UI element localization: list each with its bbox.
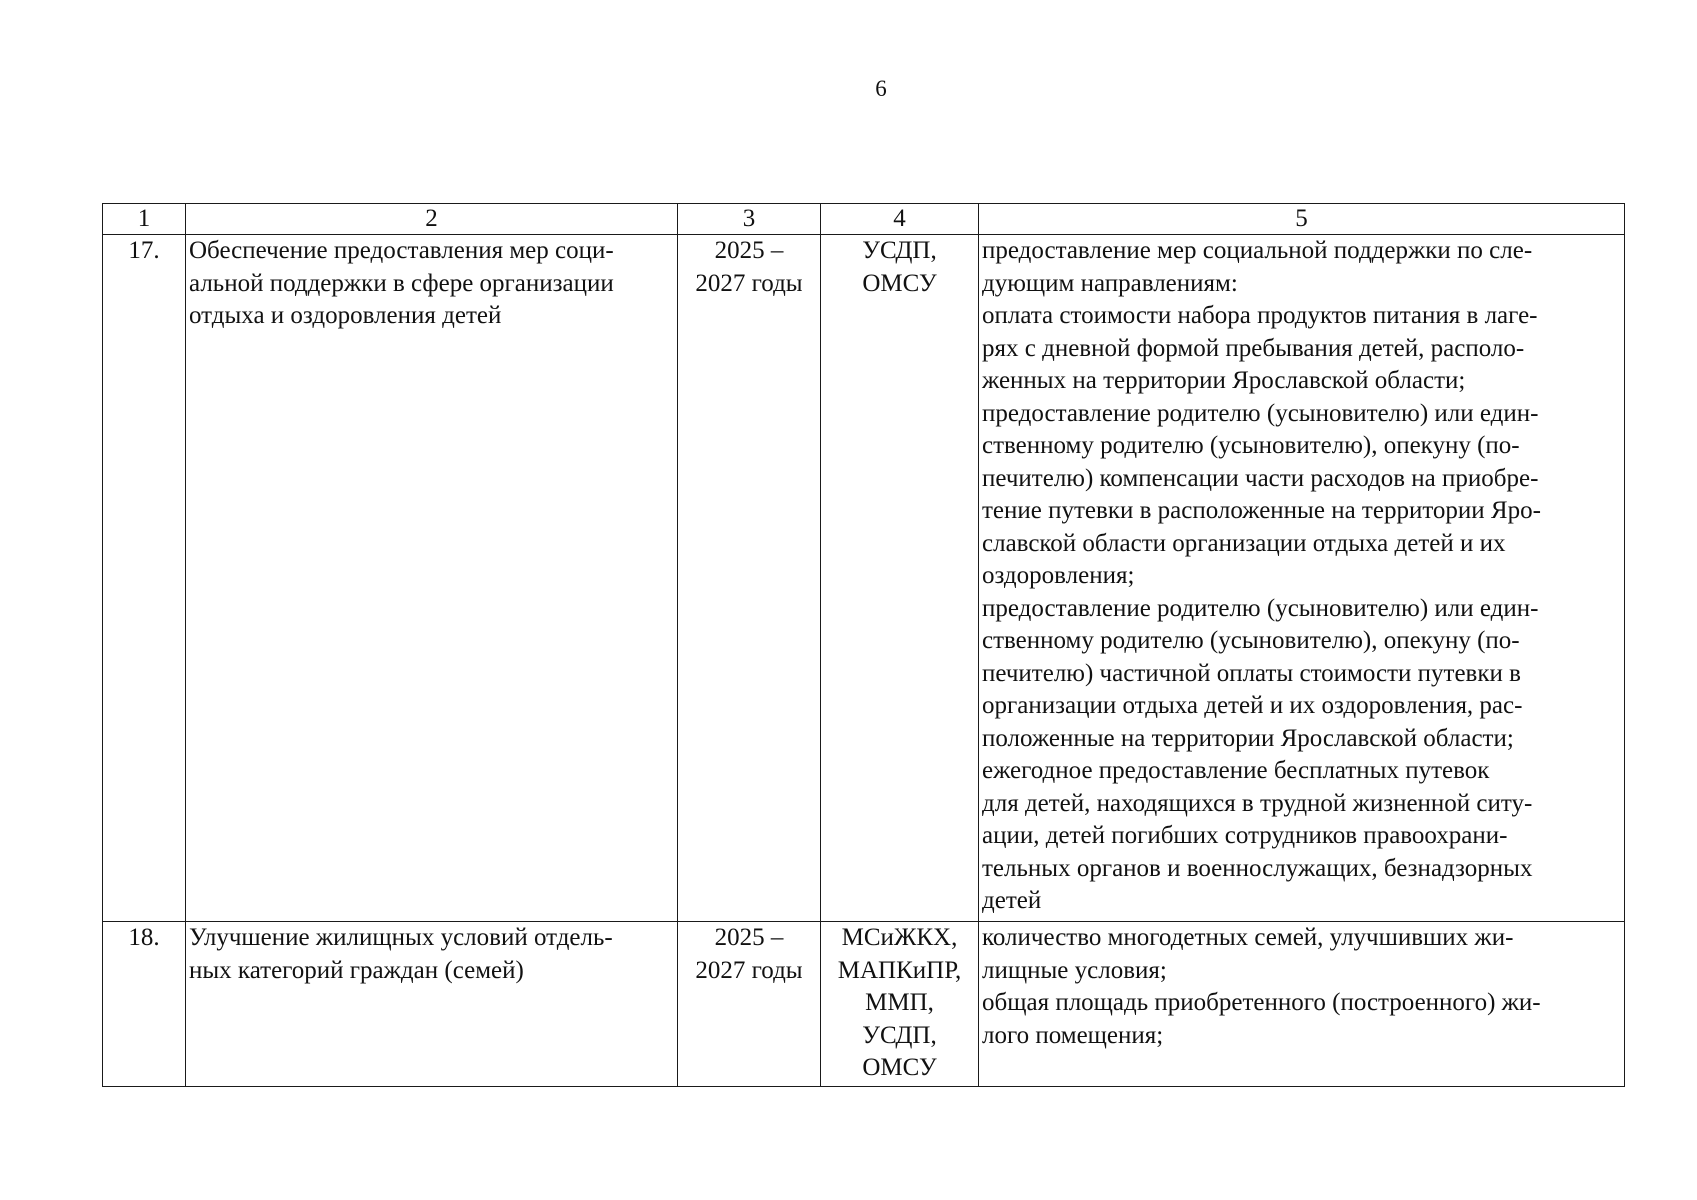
expected-results-line: дующим направлениям: (982, 269, 1238, 297)
expected-results-line: для детей, находящихся в трудной жизненной ситу- (982, 789, 1533, 817)
header-col-3: 3 (678, 204, 821, 235)
header-col-2: 2 (186, 204, 678, 235)
measure-name-cell (186, 922, 678, 1087)
expected-results-line: общая площадь приобретенного (построенного) жи- (982, 989, 1541, 1016)
table-row (103, 235, 1625, 922)
expected-results-line: печителю) компенсации части расходов на приобре- (982, 464, 1539, 492)
expected-results-line: тение путевки в расположенные на территории Яро- (982, 497, 1541, 524)
implementation-term-line: 2025 – (714, 924, 784, 951)
implementation-term-line: 2027 годы (695, 269, 803, 297)
expected-results-line: детей (982, 887, 1042, 914)
expected-results-cell (979, 922, 1625, 1087)
executors-line: УСДП, (862, 1021, 937, 1049)
expected-results-line: ации, детей погибших сотрудников правоохрани- (982, 822, 1508, 849)
header-col-5: 5 (979, 204, 1625, 235)
table-header-row (103, 204, 1625, 235)
expected-results-line: печителю) частичной оплаты стоимости путевки в (982, 659, 1521, 687)
expected-results-line: предоставление мер социальной поддержки по сле- (982, 237, 1533, 264)
measure-name-line: альной поддержки в сфере организации (189, 269, 614, 297)
measure-name-cell (186, 235, 678, 922)
row-number-cell: 18. (103, 922, 186, 1087)
expected-results-cell (979, 235, 1625, 922)
expected-results-line: предоставление родителю (усыновителю) или един- (982, 594, 1539, 622)
implementation-term-cell (678, 922, 821, 1087)
executors-cell (821, 235, 979, 922)
executors-cell (821, 922, 979, 1087)
measure-name-line: ных категорий граждан (семей) (189, 956, 524, 984)
executors-line: ММП, (865, 989, 934, 1016)
expected-results-line: оплата стоимости набора продуктов питания в лаге- (982, 302, 1538, 329)
executors-line: УСДП, (862, 237, 937, 264)
header-col-4: 4 (821, 204, 979, 235)
expected-results-line: организации отдыха детей и их оздоровления, рас- (982, 692, 1523, 719)
expected-results-line: рях с дневной формой пребывания детей, располо- (982, 334, 1525, 362)
expected-results-line: лищные условия; (982, 956, 1167, 984)
executors-line: МСиЖКХ, (841, 924, 958, 951)
page-number: 6 (875, 76, 887, 101)
table-row (103, 922, 1625, 1087)
expected-results-line: женных на территории Ярославской области; (982, 367, 1466, 394)
implementation-term-line: 2025 – (714, 237, 784, 264)
expected-results-line: количество многодетных семей, улучшивших жи- (982, 924, 1514, 951)
expected-results-line: тельных органов и военнослужащих, безнадзорных (982, 854, 1533, 882)
expected-results-line: оздоровления; (982, 562, 1135, 589)
expected-results-line: ственному родителю (усыновителю), опекуну (по- (982, 627, 1520, 654)
expected-results-line: лого помещения; (982, 1021, 1164, 1049)
expected-results-line: ственному родителю (усыновителю), опекуну (по- (982, 432, 1520, 459)
executors-line: МАПКиПР, (837, 956, 962, 984)
executors-line: ОМСУ (862, 269, 937, 297)
executors-line: ОМСУ (862, 1054, 937, 1081)
header-col-1: 1 (103, 204, 186, 235)
implementation-term-line: 2027 годы (695, 956, 803, 984)
expected-results-line: положенные на территории Ярославской области; (982, 724, 1514, 752)
expected-results-line: предоставление родителю (усыновителю) или един- (982, 399, 1539, 427)
measures-table (102, 203, 1625, 1087)
expected-results-line: ежегодное предоставление бесплатных путевок (982, 757, 1490, 784)
implementation-term-cell (678, 235, 821, 922)
measure-name-line: Улучшение жилищных условий отдель- (189, 924, 613, 951)
measure-name-line: отдыха и оздоровления детей (189, 302, 502, 329)
measure-name-line: Обеспечение предоставления мер соци- (189, 237, 614, 264)
expected-results-line: славской области организации отдыха детей и их (982, 529, 1506, 557)
row-number-cell: 17. (103, 235, 186, 922)
